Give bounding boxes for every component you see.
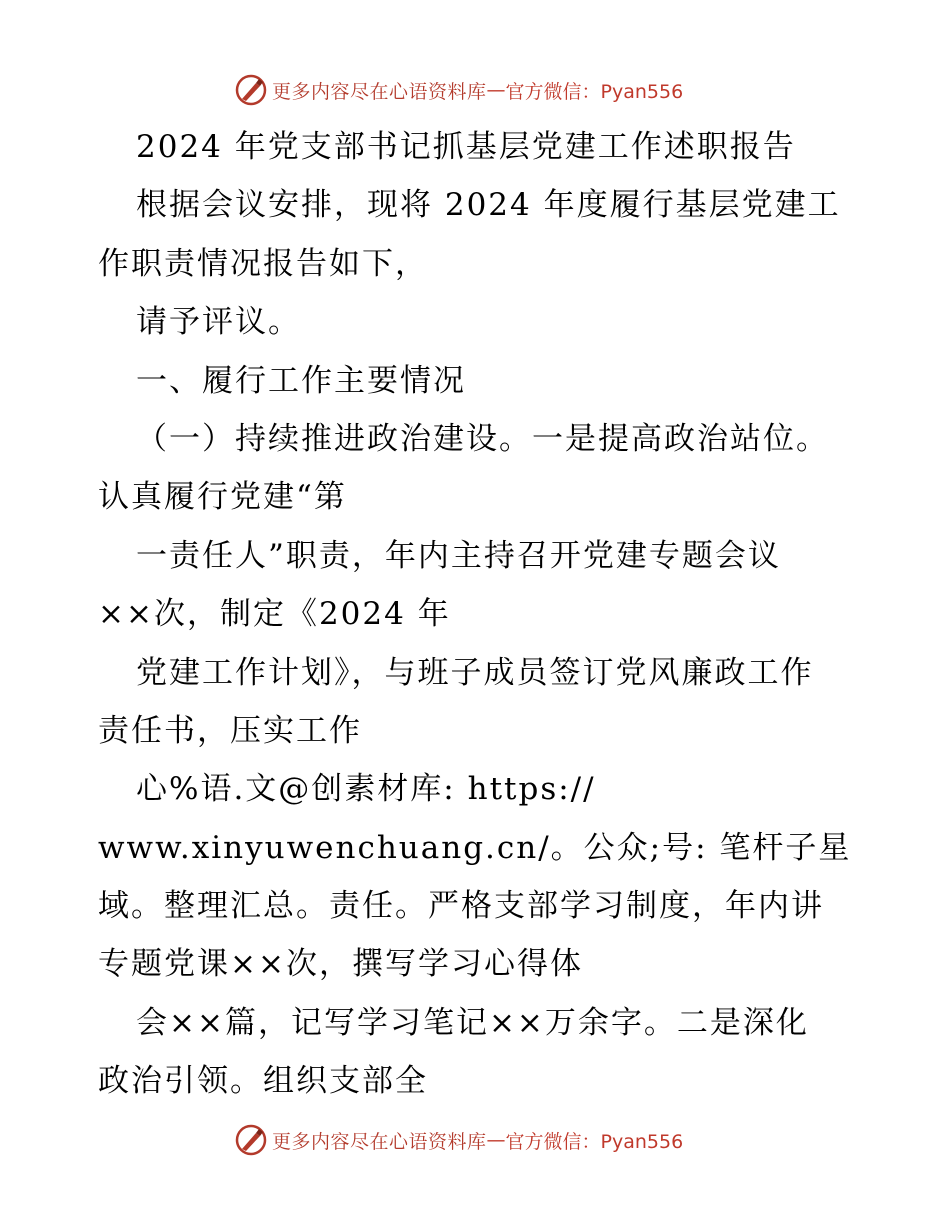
text-line: 责任书，压实工作	[98, 712, 362, 749]
watermark-separator: —	[486, 79, 506, 101]
text-line: 党建工作计划》，与班子成员签订党风廉政工作	[136, 654, 814, 691]
text-line: 一责任人”职责，年内主持召开党建专题会议	[136, 537, 781, 574]
text-line: 2024 年党支部书记抓基层党建工作述职报告	[136, 129, 796, 165]
watermark-contact-text: 官方微信：Pyan556	[505, 80, 684, 103]
text-line: （一）持续推进政治建设。一是提高政治站位。	[136, 420, 829, 457]
text-line: 会××篇，记写学习笔记××万余字。二是深化	[136, 1004, 809, 1041]
watermark-separator: —	[486, 1129, 506, 1151]
text-line: www.xinyuwenchuang.cn/。公众;号: 笔杆子星	[98, 829, 852, 866]
footer-watermark	[234, 1122, 683, 1158]
watermark-contact-text: 官方微信：Pyan556	[505, 1130, 684, 1153]
watermark-brand-text: 更多内容尽在心语资料库	[272, 80, 487, 103]
text-line: 根据会议安排，现将 2024 年度履行基层党建工	[136, 187, 841, 224]
document-body	[98, 124, 858, 1117]
header-watermark	[234, 72, 683, 108]
text-line: ××次，制定《2024 年	[98, 596, 451, 633]
watermark-brand-text: 更多内容尽在心语资料库	[272, 1130, 487, 1153]
text-line: 政治引领。组织支部全	[98, 1063, 428, 1100]
text-line: 一、履行工作主要情况	[136, 362, 466, 399]
text-line: 心%语.文@创素材库: https://	[136, 771, 596, 808]
text-line: 专题党课××次，撰写学习心得体	[98, 946, 583, 983]
text-line: 请予评议。	[136, 304, 301, 341]
text-line: 认真履行党建“第	[98, 479, 347, 516]
text-line: 域。整理汇总。责任。严格支部学习制度，年内讲	[98, 888, 824, 925]
pen-logo-icon	[234, 1123, 268, 1157]
text-line: 作职责情况报告如下，	[98, 245, 428, 282]
pen-logo-icon	[234, 73, 268, 107]
